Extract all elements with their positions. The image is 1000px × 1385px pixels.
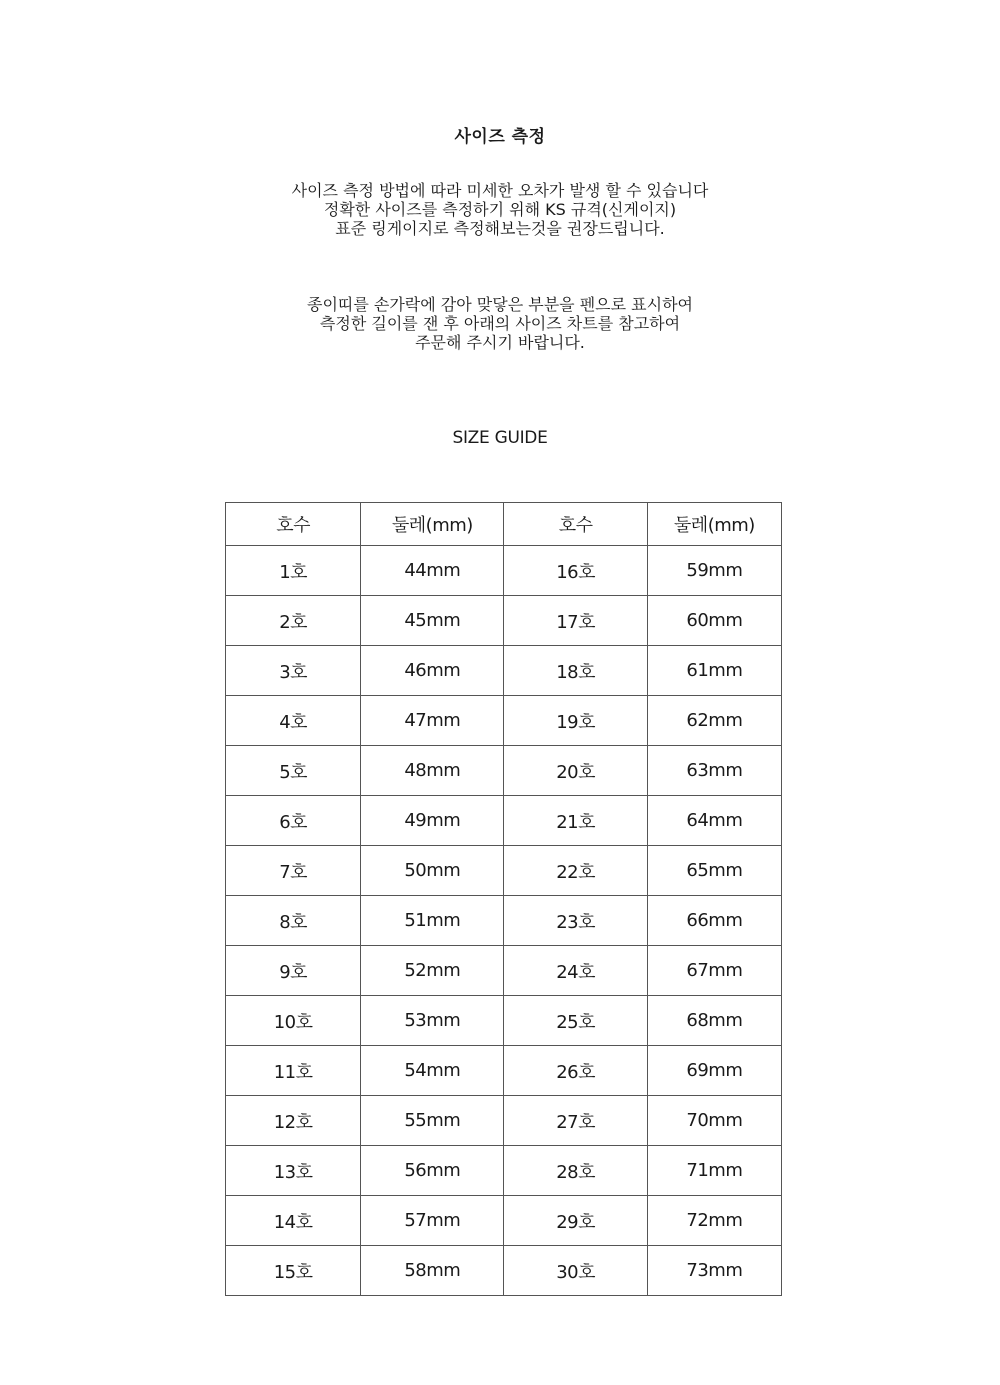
measurement-method	[0, 295, 1000, 352]
method-line: 주문해 주시기 바랍니다.	[415, 333, 585, 352]
cell-circumference: 67mm	[647, 946, 781, 996]
notice-line: 표준 링게이지로 측정해보는것을 권장드립니다.	[335, 219, 665, 238]
table-row	[226, 1046, 782, 1096]
cell-size-number: 14호	[226, 1196, 361, 1246]
cell-size-number: 9호	[226, 946, 361, 996]
table-row	[226, 996, 782, 1046]
header-circumference: 둘레(mm)	[361, 503, 504, 546]
cell-circumference: 65mm	[647, 846, 781, 896]
cell-circumference: 63mm	[647, 746, 781, 796]
table-row	[226, 746, 782, 796]
table-row	[226, 1146, 782, 1196]
cell-size-number: 29호	[504, 1196, 647, 1246]
cell-size-number: 7호	[226, 846, 361, 896]
cell-circumference: 68mm	[647, 996, 781, 1046]
table-header-row	[226, 503, 782, 546]
cell-circumference: 50mm	[361, 846, 504, 896]
size-table-body	[226, 546, 782, 1296]
table-row	[226, 896, 782, 946]
cell-circumference: 46mm	[361, 646, 504, 696]
cell-size-number: 30호	[504, 1246, 647, 1296]
cell-size-number: 8호	[226, 896, 361, 946]
cell-size-number: 10호	[226, 996, 361, 1046]
cell-size-number: 6호	[226, 796, 361, 846]
cell-size-number: 3호	[226, 646, 361, 696]
cell-circumference: 45mm	[361, 596, 504, 646]
cell-circumference: 51mm	[361, 896, 504, 946]
cell-size-number: 12호	[226, 1096, 361, 1146]
cell-size-number: 24호	[504, 946, 647, 996]
header-circumference: 둘레(mm)	[647, 503, 781, 546]
cell-circumference: 54mm	[361, 1046, 504, 1096]
table-row	[226, 646, 782, 696]
cell-circumference: 59mm	[647, 546, 781, 596]
cell-circumference: 60mm	[647, 596, 781, 646]
table-row	[226, 946, 782, 996]
cell-circumference: 57mm	[361, 1196, 504, 1246]
table-row	[226, 1096, 782, 1146]
cell-size-number: 5호	[226, 746, 361, 796]
cell-circumference: 48mm	[361, 746, 504, 796]
cell-circumference: 64mm	[647, 796, 781, 846]
cell-circumference: 61mm	[647, 646, 781, 696]
cell-circumference: 58mm	[361, 1246, 504, 1296]
cell-size-number: 1호	[226, 546, 361, 596]
table-row	[226, 696, 782, 746]
page-title: 사이즈 측정	[454, 127, 546, 147]
notice-line: 사이즈 측정 방법에 따라 미세한 오차가 발생 할 수 있습니다	[291, 181, 709, 200]
cell-circumference: 69mm	[647, 1046, 781, 1096]
cell-circumference: 70mm	[647, 1096, 781, 1146]
table-row	[226, 1196, 782, 1246]
cell-size-number: 13호	[226, 1146, 361, 1196]
cell-circumference: 66mm	[647, 896, 781, 946]
cell-circumference: 56mm	[361, 1146, 504, 1196]
cell-size-number: 15호	[226, 1246, 361, 1296]
measurement-notice	[0, 181, 1000, 238]
cell-size-number: 4호	[226, 696, 361, 746]
table-row	[226, 846, 782, 896]
cell-size-number: 22호	[504, 846, 647, 896]
cell-circumference: 52mm	[361, 946, 504, 996]
cell-size-number: 19호	[504, 696, 647, 746]
table-row	[226, 796, 782, 846]
cell-size-number: 20호	[504, 746, 647, 796]
cell-size-number: 26호	[504, 1046, 647, 1096]
cell-circumference: 53mm	[361, 996, 504, 1046]
cell-size-number: 17호	[504, 596, 647, 646]
cell-circumference: 62mm	[647, 696, 781, 746]
cell-size-number: 28호	[504, 1146, 647, 1196]
cell-circumference: 71mm	[647, 1146, 781, 1196]
cell-size-number: 23호	[504, 896, 647, 946]
cell-size-number: 2호	[226, 596, 361, 646]
cell-size-number: 11호	[226, 1046, 361, 1096]
method-line: 종이띠를 손가락에 감아 맞닿은 부분을 펜으로 표시하여	[306, 295, 693, 314]
cell-circumference: 49mm	[361, 796, 504, 846]
cell-circumference: 73mm	[647, 1246, 781, 1296]
cell-circumference: 44mm	[361, 546, 504, 596]
cell-circumference: 55mm	[361, 1096, 504, 1146]
size-guide-table	[225, 502, 782, 1296]
size-guide-title: SIZE GUIDE	[452, 428, 548, 448]
cell-circumference: 72mm	[647, 1196, 781, 1246]
cell-size-number: 18호	[504, 646, 647, 696]
table-row	[226, 546, 782, 596]
header-size-number: 호수	[504, 503, 647, 546]
header-size-number: 호수	[226, 503, 361, 546]
cell-circumference: 47mm	[361, 696, 504, 746]
table-row	[226, 1246, 782, 1296]
cell-size-number: 25호	[504, 996, 647, 1046]
notice-line: 정확한 사이즈를 측정하기 위해 KS 규격(신게이지)	[323, 200, 677, 219]
table-row	[226, 596, 782, 646]
cell-size-number: 27호	[504, 1096, 647, 1146]
cell-size-number: 16호	[504, 546, 647, 596]
method-line: 측정한 길이를 잰 후 아래의 사이즈 차트를 참고하여	[319, 314, 681, 333]
cell-size-number: 21호	[504, 796, 647, 846]
